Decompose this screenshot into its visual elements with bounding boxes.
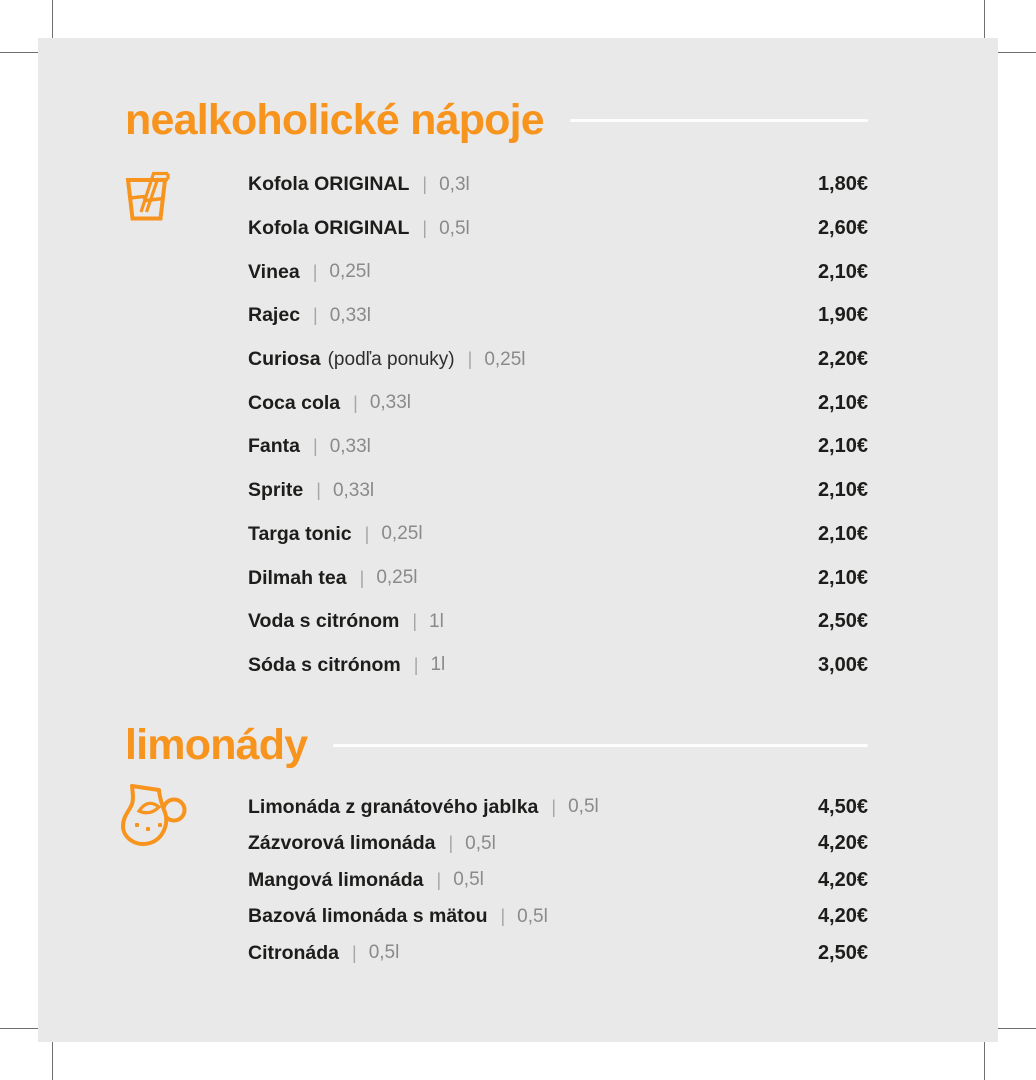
item-separator: | xyxy=(412,611,418,632)
item-name: Citronáda xyxy=(248,941,340,964)
crop-mark-bottom-left-vertical xyxy=(52,1036,54,1080)
menu-item-row xyxy=(248,250,868,294)
item-price: 4,20€ xyxy=(817,832,868,855)
drink-glass-with-straw-icon xyxy=(124,169,170,221)
item-volume: 0,33l xyxy=(332,479,375,501)
item-price: 2,10€ xyxy=(817,522,868,545)
item-price: 2,20€ xyxy=(817,348,868,371)
item-name: Vinea xyxy=(248,260,300,283)
item-name: Targa tonic xyxy=(248,522,352,545)
menu-item-row xyxy=(248,935,868,972)
section-header-rule xyxy=(333,744,868,747)
menu-item-row xyxy=(248,294,868,338)
section-title: nealkoholické nápoje xyxy=(125,95,544,144)
crop-mark-top-right-horizontal xyxy=(992,52,1036,54)
item-name: Voda s citrónom xyxy=(248,610,400,633)
item-price: 2,10€ xyxy=(817,479,868,502)
item-price: 1,90€ xyxy=(817,304,868,327)
item-price: 4,20€ xyxy=(817,905,868,928)
menu-item-row xyxy=(248,513,868,557)
menu-item-row xyxy=(248,789,868,826)
item-separator: | xyxy=(422,174,428,195)
item-separator: | xyxy=(467,349,473,370)
item-name: Sprite xyxy=(248,479,304,502)
item-volume: 0,5l xyxy=(453,869,484,891)
menu-item-row xyxy=(248,600,868,644)
section-header-lemonades xyxy=(125,720,868,770)
item-name: Rajec xyxy=(248,304,301,327)
item-volume: 0,25l xyxy=(376,567,418,589)
item-price: 2,10€ xyxy=(817,435,868,458)
item-separator: | xyxy=(413,654,419,675)
item-note: (podľa ponuky) xyxy=(327,348,455,370)
menu-item-row xyxy=(248,163,868,207)
item-separator: | xyxy=(313,436,318,457)
item-name: Dilmah tea xyxy=(248,566,347,589)
lemonade-pitcher-icon xyxy=(117,782,189,852)
menu-items-lemonades xyxy=(248,789,868,972)
item-name: Fanta xyxy=(248,435,301,458)
menu-items-nonalcoholic xyxy=(248,163,868,687)
item-volume: 1l xyxy=(429,610,444,632)
item-separator: | xyxy=(359,567,365,588)
menu-item-row xyxy=(248,899,868,936)
item-name: Zázvorová limonáda xyxy=(248,832,436,855)
item-separator: | xyxy=(436,869,442,890)
item-volume: 0,5l xyxy=(517,905,548,927)
item-price: 2,10€ xyxy=(817,566,868,589)
item-price: 2,50€ xyxy=(817,610,868,633)
item-volume: 0,5l xyxy=(439,217,470,239)
item-name: Kofola ORIGINAL xyxy=(248,173,410,196)
item-name: Mangová limonáda xyxy=(248,868,424,891)
menu-item-row xyxy=(248,644,868,688)
menu-panel xyxy=(38,38,998,1042)
item-separator: | xyxy=(422,218,428,239)
section-title: limonády xyxy=(125,720,308,769)
item-separator: | xyxy=(448,833,454,854)
item-name: Kofola ORIGINAL xyxy=(248,217,410,240)
item-volume: 0,5l xyxy=(465,832,496,854)
section-header-rule xyxy=(570,119,868,122)
item-separator: | xyxy=(364,523,370,544)
item-volume: 0,5l xyxy=(368,942,400,964)
item-separator: | xyxy=(352,942,357,963)
item-price: 2,10€ xyxy=(817,391,868,414)
menu-item-row xyxy=(248,425,868,469)
item-price: 1,80€ xyxy=(817,173,868,196)
item-price: 4,20€ xyxy=(817,868,868,891)
item-separator: | xyxy=(313,305,318,326)
crop-mark-bottom-right-horizontal xyxy=(992,1028,1036,1030)
item-price: 2,10€ xyxy=(817,260,868,283)
menu-item-row xyxy=(248,381,868,425)
item-volume: 0,33l xyxy=(369,392,412,414)
item-separator: | xyxy=(316,480,321,501)
item-volume: 0,25l xyxy=(381,523,423,545)
item-separator: | xyxy=(500,906,506,927)
crop-mark-bottom-right-vertical xyxy=(984,1036,986,1080)
item-price: 2,60€ xyxy=(817,217,868,240)
menu-item-row xyxy=(248,862,868,899)
item-volume: 0,5l xyxy=(568,796,599,818)
item-price: 4,50€ xyxy=(817,795,868,818)
menu-item-row xyxy=(248,338,868,382)
item-volume: 0,33l xyxy=(329,435,371,457)
item-volume: 0,25l xyxy=(484,348,526,370)
item-volume: 0,25l xyxy=(329,261,371,283)
item-volume: 1l xyxy=(430,654,446,676)
item-name: Sóda s citrónom xyxy=(248,653,401,676)
item-name: Curiosa xyxy=(248,348,321,371)
item-separator: | xyxy=(353,392,358,413)
menu-item-row xyxy=(248,469,868,513)
item-name: Coca cola xyxy=(248,391,341,414)
menu-item-row xyxy=(248,556,868,600)
item-separator: | xyxy=(312,261,318,282)
section-header-nonalcoholic xyxy=(125,95,868,145)
item-volume: 0,33l xyxy=(329,304,371,326)
menu-item-row xyxy=(248,826,868,863)
item-price: 2,50€ xyxy=(817,941,868,964)
item-price: 3,00€ xyxy=(817,653,868,676)
item-volume: 0,3l xyxy=(439,173,470,195)
item-separator: | xyxy=(551,796,557,817)
menu-item-row xyxy=(248,207,868,251)
item-name: Limonáda z granátového jablka xyxy=(248,795,539,818)
item-name: Bazová limonáda s mätou xyxy=(248,905,488,928)
